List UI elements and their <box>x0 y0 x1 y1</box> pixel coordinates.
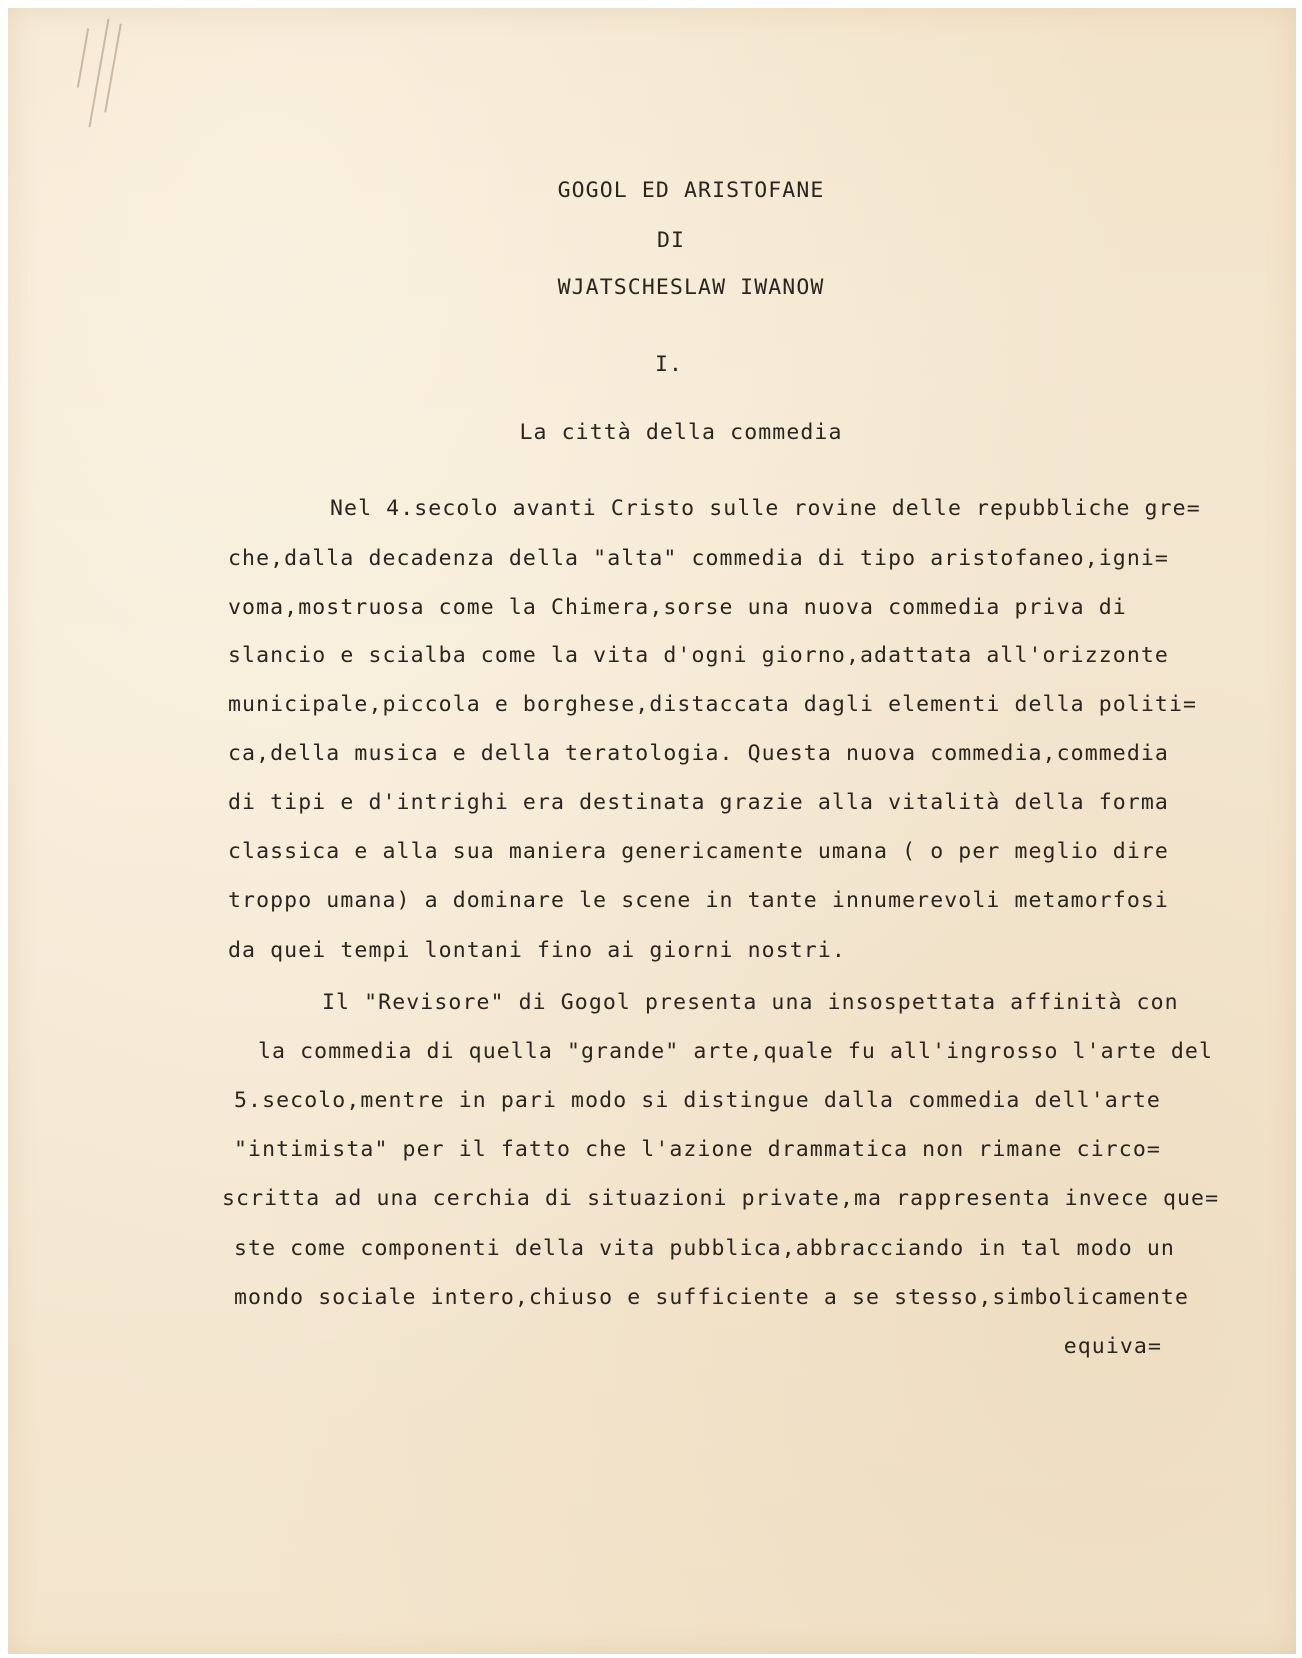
body-line-6: ca,della musica e della teratologia. Questa nuova commedia,commedia <box>228 741 1169 766</box>
body-line-11: Il "Revisore" di Gogol presenta una insospettata affinità con <box>322 990 1179 1015</box>
body-line-14: "intimista" per il fatto che l'azione drammatica non rimane circo= <box>234 1137 1161 1162</box>
body-line-15: scritta ad una cerchia di situazioni private,ma rappresenta invece que= <box>222 1186 1220 1211</box>
body-line-9: troppo umana) a dominare le scene in tante innumerevoli metamorfosi <box>228 888 1169 913</box>
body-line-3: voma,mostruosa come la Chimera,sorse una nuova commedia priva di <box>228 595 1127 620</box>
body-line-4: slancio e scialba come la vita d'ogni giorno,adattata all'orizzonte <box>228 643 1169 668</box>
body-line-18: equiva= <box>1063 1334 1162 1359</box>
body-line-8: classica e alla sua maniera genericamente umana ( o per meglio dire <box>228 839 1169 864</box>
author-name: WJATSCHESLAW IWANOW <box>557 275 825 300</box>
body-line-5: municipale,piccola e borghese,distaccata dagli elementi della politi= <box>228 692 1198 717</box>
section-title: La città della commedia <box>519 420 843 445</box>
paper-crease-marks <box>68 18 148 158</box>
document-page <box>8 8 1296 1654</box>
title-by-word: DI <box>656 228 686 253</box>
body-line-1: Nel 4.secolo avanti Cristo sulle rovine delle repubbliche gre= <box>330 496 1201 521</box>
body-line-10: da quei tempi lontani fino ai giorni nostri. <box>228 938 846 963</box>
body-line-17: mondo sociale intero,chiuso e sufficiente a se stesso,simbolicamente <box>234 1285 1189 1310</box>
body-line-2: che,dalla decadenza della "alta" commedia di tipo aristofaneo,igni= <box>228 546 1169 571</box>
body-line-7: di tipi e d'intrighi era destinata grazie alla vitalità della forma <box>228 790 1169 815</box>
document-title: GOGOL ED ARISTOFANE <box>557 178 825 203</box>
section-number: I. <box>654 352 684 377</box>
body-line-12: la commedia di quella "grande" arte,quale fu all'ingrosso l'arte del <box>258 1039 1213 1064</box>
body-line-16: ste come componenti della vita pubblica,abbracciando in tal modo un <box>234 1236 1175 1261</box>
body-line-13: 5.secolo,mentre in pari modo si distingue dalla commedia dell'arte <box>234 1088 1161 1113</box>
